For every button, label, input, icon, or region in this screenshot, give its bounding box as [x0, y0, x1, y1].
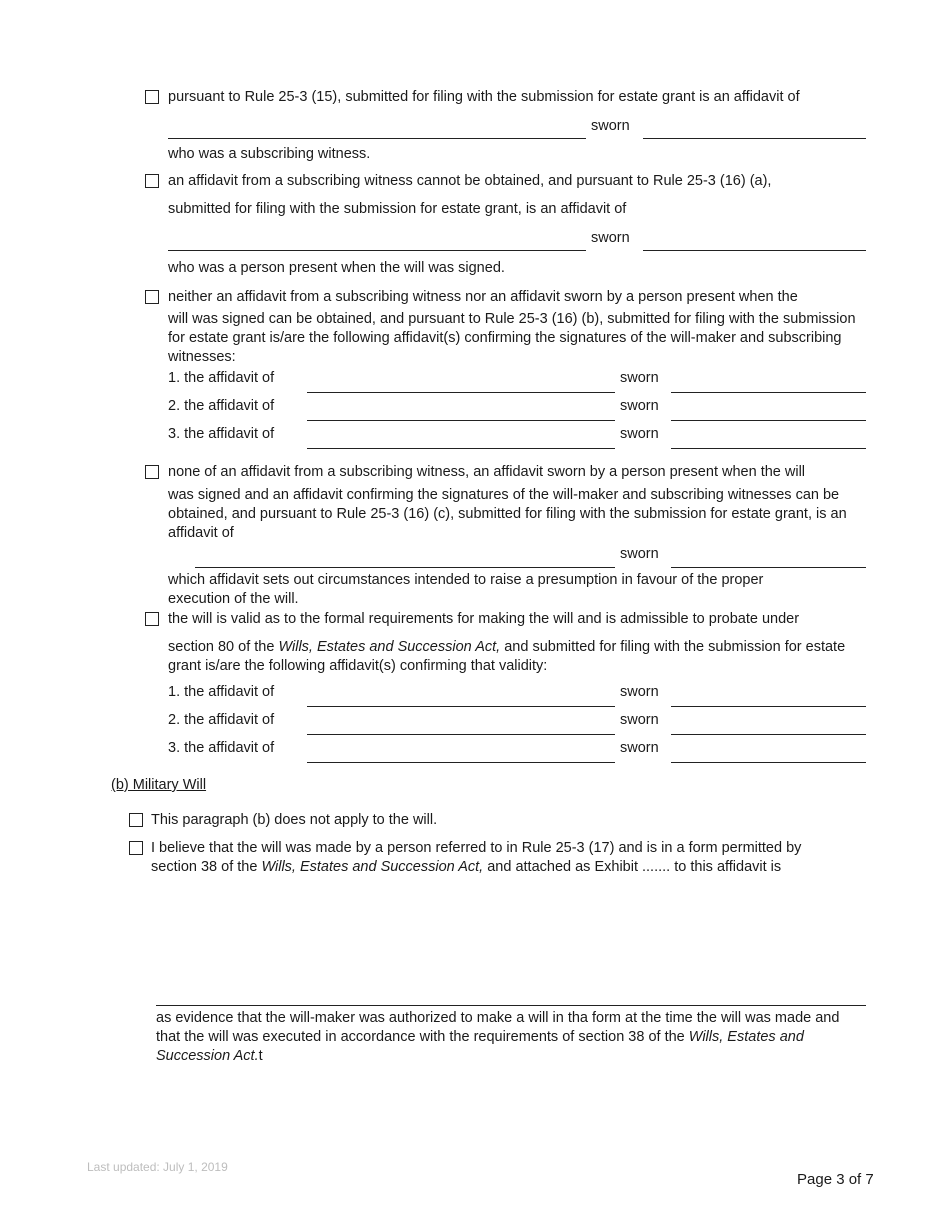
exhibit-description-line[interactable] — [156, 1005, 866, 1006]
rule-15-text: pursuant to Rule 25-3 (15), submitted for filing with the submission for estate grant is an affidavit of — [168, 89, 800, 105]
rule-16c-sworn-label: sworn — [620, 546, 659, 562]
rule-16b-item-3-sworn: sworn — [620, 426, 659, 442]
rule-15-checkbox[interactable] — [145, 90, 159, 104]
section-80-item-1-sworn: sworn — [620, 684, 659, 700]
section-80-item-3-sworn: sworn — [620, 740, 659, 756]
rule-16b-item-1-sworn: sworn — [620, 370, 659, 386]
military-will-heading: (b) Military Will — [111, 777, 207, 793]
section-80-paragraph — [168, 638, 868, 676]
rule-16a-line2: submitted for filing with the submission for estate grant, is an affidavit of — [168, 201, 627, 217]
section-80-item-3-line[interactable] — [307, 762, 615, 763]
not-apply-text: This paragraph (b) does not apply to the will. — [151, 812, 438, 828]
rule-16a-sworn-label: sworn — [591, 230, 630, 246]
not-apply-checkbox[interactable] — [129, 813, 143, 827]
rule-16c-after-text: which affidavit sets out circumstances intended to raise a presumption in favour of the proper execution of the will. — [168, 572, 764, 607]
rule-16b-checkbox[interactable] — [145, 290, 159, 304]
page-number: Page 3 of 7 — [797, 1171, 874, 1188]
rule-16b-item-2-label: 2. the affidavit of — [168, 398, 275, 414]
military-believe-line1: I believe that the will was made by a person referred to in Rule 25-3 (17) and is in a form permitted by — [151, 840, 802, 856]
rule-16a-after-text: who was a person present when the will was signed. — [168, 260, 505, 276]
rule-16c-deponent-line[interactable] — [195, 567, 615, 568]
military-believe-line2 — [151, 858, 781, 876]
rule-16c-sworn-date-line[interactable] — [671, 567, 866, 568]
rule-16a-deponent-line[interactable] — [168, 250, 586, 251]
military-believe-act-name: Wills, Estates and Succession Act, — [261, 859, 484, 875]
section-80-line1: the will is valid as to the formal requirements for making the will and is admissible to probate under — [168, 611, 800, 627]
evidence-pre: as evidence that the will-maker was authorized to make a will in tha form at the time the will was made and that the will was executed in accordance with the requirements of section 38 of the — [156, 1010, 840, 1045]
rule-16c-paragraph: was signed and an affidavit confirming the signatures of the will-maker and subscribing witnesses can be obtained, and pursuant to Rule 25-3 (16) (c), submitted for filing with the submission for estate grant, is an affidavit of — [168, 487, 847, 541]
evidence-act-name: Wills, Estates and Succession Act. — [156, 1029, 804, 1064]
rule-15-sworn-date-line[interactable] — [643, 138, 866, 139]
rule-16b-item-1-date-line[interactable] — [671, 392, 866, 393]
military-believe-checkbox[interactable] — [129, 841, 143, 855]
section-80-item-3-label: 3. the affidavit of — [168, 740, 275, 756]
rule-16b-item-1-label: 1. the affidavit of — [168, 370, 275, 386]
rule-15-sworn-label: sworn — [591, 118, 630, 134]
rule-16b-item-2-date-line[interactable] — [671, 420, 866, 421]
section-80-item-2-date-line[interactable] — [671, 734, 866, 735]
section-80-act-name: Wills, Estates and Succession Act, — [278, 639, 501, 655]
rule-16a-checkbox[interactable] — [145, 174, 159, 188]
section-80-item-1-date-line[interactable] — [671, 706, 866, 707]
rule-16b-item-2-sworn: sworn — [620, 398, 659, 414]
section-80-item-2-line[interactable] — [307, 734, 615, 735]
rule-15-after-text: who was a subscribing witness. — [168, 146, 371, 162]
rule-16b-paragraph: will was signed can be obtained, and pursuant to Rule 25-3 (16) (b), submitted for filing with the submission for estate grant is/are the following affidavit(s) confirming the signatures of the will-maker and subscribing witnesses: — [168, 311, 856, 365]
section-80-item-1-line[interactable] — [307, 706, 615, 707]
section-80-item-2-sworn: sworn — [620, 712, 659, 728]
last-updated: Last updated: July 1, 2019 — [87, 1160, 228, 1174]
section-80-item-2-label: 2. the affidavit of — [168, 712, 275, 728]
rule-16b-line1: neither an affidavit from a subscribing witness nor an affidavit sworn by a person present when the — [168, 289, 798, 305]
military-believe-post: and attached as Exhibit ....... to this affidavit is — [483, 859, 782, 875]
rule-16b-item-3-line[interactable] — [307, 448, 615, 449]
section-80-checkbox[interactable] — [145, 612, 159, 626]
section-80-item-3-date-line[interactable] — [671, 762, 866, 763]
rule-16b-item-2-line[interactable] — [307, 420, 615, 421]
section-80-post: and submitted for filing with the submission for estate grant is/are the following affidavit(s) confirming that validity: — [168, 639, 846, 674]
rule-16a-line1: an affidavit from a subscribing witness cannot be obtained, and pursuant to Rule 25-3 (16) (a), — [168, 173, 772, 189]
rule-16c-line1: none of an affidavit from a subscribing witness, an affidavit sworn by a person present when the will — [168, 464, 806, 480]
evidence-paragraph — [156, 1009, 866, 1066]
section-80-item-1-label: 1. the affidavit of — [168, 684, 275, 700]
military-believe-pre: section 38 of the — [151, 859, 262, 875]
section-80-pre: section 80 of the — [168, 639, 279, 655]
rule-16c-checkbox[interactable] — [145, 465, 159, 479]
evidence-post: t — [258, 1048, 263, 1064]
rule-16b-item-3-date-line[interactable] — [671, 448, 866, 449]
rule-16a-sworn-date-line[interactable] — [643, 250, 866, 251]
rule-15-deponent-line[interactable] — [168, 138, 586, 139]
rule-16b-item-3-label: 3. the affidavit of — [168, 426, 275, 442]
rule-16b-item-1-line[interactable] — [307, 392, 615, 393]
